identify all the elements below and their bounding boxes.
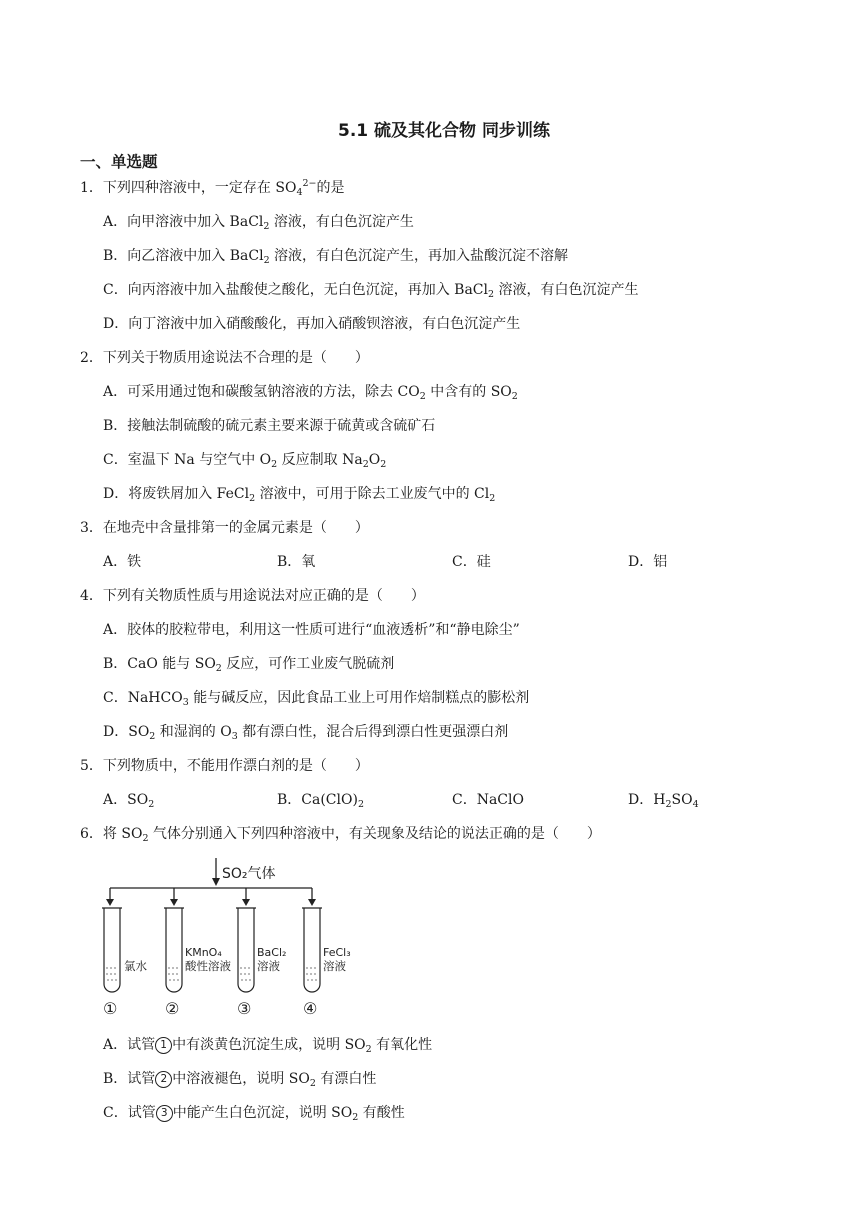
tube-1-number: ① xyxy=(103,999,118,1018)
question-5-stem: 5．下列物质中，不能用作漂白剂的是（ ） xyxy=(80,758,369,774)
question-5-option-c: C．NaClO xyxy=(452,792,524,808)
tube-4-label-line1: FeCl₃ xyxy=(323,946,351,959)
question-4-stem: 4．下列有关物质性质与用途说法对应正确的是（ ） xyxy=(80,588,425,604)
question-6-option-c: C．试管 3 中能产生白色沉淀，说明 $SO_2$ 有酸性 xyxy=(103,1105,405,1123)
question-3-option-c: C．硅 xyxy=(452,554,491,570)
gas-label: SO₂气体 xyxy=(222,866,276,882)
question-5-option-d: D．$H_2SO_4$ xyxy=(628,792,699,810)
question-4-option-c: C．NaHCO$_3$ 能与碱反应，因此食品工业上可用作焙制糕点的膨松剂 xyxy=(103,690,530,708)
tube-2-label-line1: KMnO₄ xyxy=(185,946,222,959)
tube-4-label-line2: 溶液 xyxy=(323,959,346,973)
question-2-option-b: B．接触法制硫酸的硫元素主要来源于硫黄或含硫矿石 xyxy=(103,418,436,434)
question-5-option-a: A．$SO_2$ xyxy=(103,792,155,810)
question-6-stem: 6．将 $SO_2$ 气体分别通入下列四种溶液中，有关现象及结论的说法正确的是（ ） xyxy=(80,826,601,844)
question-1-option-d: D．向丁溶液中加入硝酸酸化，再加入硝酸钡溶液，有白色沉淀产生 xyxy=(103,316,521,332)
tube-number-circle: 1 xyxy=(155,1037,172,1054)
question-4-option-d: D．$SO_2$ 和湿润的 $O_3$ 都有漂白性，混合后得到漂白性更强漂白剂 xyxy=(103,724,509,742)
question-3-option-a: A．铁 xyxy=(103,554,142,570)
tube-4-number: ④ xyxy=(303,999,318,1018)
question-1-option-b: B．向乙溶液中加入 BaCl$_2$ 溶液，有白色沉淀产生，再加入盐酸沉淀不溶解 xyxy=(103,248,569,266)
tube-3-number: ③ xyxy=(237,999,252,1018)
question-1-option-a: A．向甲溶液中加入 BaCl$_2$ 溶液，有白色沉淀产生 xyxy=(103,214,414,232)
tube-number-circle: 3 xyxy=(156,1105,173,1122)
question-2-option-c: C．室温下 Na 与空气中 $O_2$ 反应制取 $Na_2O_2$ xyxy=(103,452,387,470)
section-heading: 一、单选题 xyxy=(80,153,158,171)
question-3-option-b: B．氧 xyxy=(277,554,316,570)
tube-number-circle: 2 xyxy=(155,1071,172,1088)
test-tube-figure xyxy=(100,856,370,1022)
question-5-option-b: B．$Ca(ClO)_2$ xyxy=(277,792,364,810)
question-2-option-d: D．将废铁屑加入 FeCl$_2$ 溶液中，可用于除去工业废气中的 $Cl_2$ xyxy=(103,486,496,504)
question-1-stem: 1．下列四种溶液中，一定存在 $SO_4^{2-}$的是 xyxy=(80,178,345,198)
question-2-option-a: A．可采用通过饱和碳酸氢钠溶液的方法，除去 $CO_2$ 中含有的 $SO_2$ xyxy=(103,384,518,402)
question-6-option-a: A．试管 1 中有淡黄色沉淀生成，说明 $SO_2$ 有氧化性 xyxy=(103,1037,433,1055)
question-3-stem: 3．在地壳中含量排第一的金属元素是（ ） xyxy=(80,520,369,536)
question-6-option-b: B．试管 2 中溶液褪色，说明 $SO_2$ 有漂白性 xyxy=(103,1071,377,1089)
tube-2-number: ② xyxy=(165,999,180,1018)
page-title: 5.1 硫及其化合物 同步训练 xyxy=(338,121,550,141)
tube-2-label-line2: 酸性溶液 xyxy=(185,959,231,973)
question-4-option-a: A．胶体的胶粒带电，利用这一性质可进行“血液透析”和“静电除尘” xyxy=(103,622,520,638)
question-1-option-c: C．向丙溶液中加入盐酸使之酸化，无白色沉淀，再加入 BaCl$_2$ 溶液，有白色沉淀产生 xyxy=(103,282,639,300)
tube-1-label: 氯水 xyxy=(124,959,147,973)
tube-3-label-line1: BaCl₂ xyxy=(257,946,287,959)
question-3-option-d: D．铝 xyxy=(628,554,668,570)
question-4-option-b: B．CaO 能与 $SO_2$ 反应，可作工业废气脱硫剂 xyxy=(103,656,395,674)
question-2-stem: 2．下列关于物质用途说法不合理的是（ ） xyxy=(80,350,369,366)
tube-3-label-line2: 溶液 xyxy=(257,959,280,973)
